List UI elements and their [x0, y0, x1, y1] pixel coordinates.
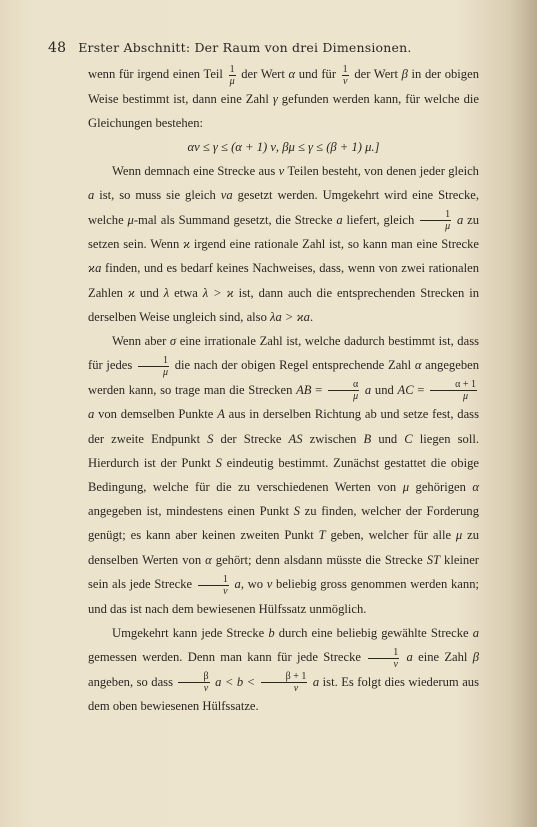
math-symbol: C	[404, 431, 413, 446]
math-symbol: a	[88, 188, 95, 203]
math-symbol: AS	[288, 431, 303, 446]
math-symbol: T	[318, 528, 326, 543]
math-symbol: S	[215, 455, 222, 470]
body-text	[88, 62, 479, 718]
math-symbol: a	[456, 212, 464, 227]
math-symbol: ν	[266, 576, 273, 591]
math-symbol: a	[234, 576, 241, 591]
math-symbol: B	[363, 431, 372, 446]
math-symbol: S	[207, 431, 214, 446]
fraction: $\frac{\beta + 1}{\nu}$	[261, 671, 308, 694]
math-symbol: a	[364, 382, 372, 397]
math-symbol: α	[288, 67, 296, 81]
math-symbol: ν	[278, 164, 285, 179]
math-symbol: S	[293, 504, 300, 519]
math-symbol: a	[336, 212, 343, 227]
fraction: $\frac{\alpha}{\mu}$	[328, 379, 359, 402]
math-symbol: μ	[402, 480, 410, 495]
math-symbol: λa > ϰa	[270, 309, 310, 324]
math-symbol: ϰ	[183, 237, 191, 252]
paragraph: wenn für irgend einen Teil $\frac{1}{\mu}$ der Wert α und für $\frac{1}{\nu}$ der Wert β in der obigen Weise bestimmt ist, dann eine Zahl γ gefunden werden kann, für welche die Gleichungen bestehen:	[88, 63, 480, 130]
fraction: $\frac{1}{\mu}$	[138, 355, 169, 378]
fraction: $\frac{1}{\nu}$	[368, 647, 399, 670]
math-symbol: λ	[163, 285, 170, 300]
paragraph: Umgekehrt kann jede Strecke b durch eine beliebig gewählte Strecke a gemessen werden. Denn man kann für jede Strecke $\frac{1}{\nu}$ a eine Zahl β angeben, so dass $\frac{\beta}{\nu}$ a < b < $\frac{\beta + 1}{\nu}$ a ist. Es folgt dies wiederum aus dem oben bewiesenen Hülfssatze.	[88, 625, 480, 714]
paragraph: Wenn aber σ eine irrationale Zahl ist, welche dadurch bestimmt ist, dass für jedes $\frac{1}{\mu}$ die nach der obigen Regel entsprechende Zahl α angegeben werden kann, so trage man die Strecken AB = $\frac{\alpha}{\mu}$ a und AC = $\frac{\alpha + 1}{\mu}$ a von demselben Punkte A aus in derselben Richtung ab und setze fest, dass der zweite Endpunkt S der Strecke AS zwischen B und C liegen soll. Hierdurch ist der Punkt S eindeutig bestimmt. Zunächst gestattet die obige Bedingung, welche für die zu verschiedenen Werten von μ gehörigen α angegeben ist, mindestens einen Punkt S zu finden, welcher der Forderung genügt; es kann aber keinen zweiten Punkt T geben, welcher für alle μ zu denselben Werten von α gehört; denn alsdann müsste die Strecke ST kleiner sein als jede Strecke $\frac{1}{\nu}$ a, wo ν beliebig gross genommen werden kann; und das ist nach dem bewiesenen Hülfssatz unmöglich.	[88, 334, 480, 616]
page-number: 48	[48, 40, 67, 56]
math-symbol: a < b <	[215, 674, 256, 689]
math-symbol: ST	[426, 552, 440, 567]
fraction: $\frac{1}{\nu}$	[198, 574, 229, 597]
fraction: $\frac{1}{\mu}$	[420, 209, 451, 232]
running-title: Erster Abschnitt: Der Raum von drei Dimensionen.	[78, 40, 412, 55]
fraction: $\frac{1}{\nu}$	[342, 63, 348, 87]
math-symbol: a	[472, 625, 479, 640]
math-symbol: ϰa	[88, 261, 102, 276]
math-symbol: A	[217, 407, 225, 422]
math-symbol: b	[268, 625, 275, 640]
math-symbol: a	[88, 407, 95, 422]
math-symbol: α	[205, 552, 212, 567]
math-symbol: α	[472, 480, 479, 495]
math-symbol: β	[472, 649, 479, 664]
math-symbol: AC	[397, 382, 414, 397]
math-symbol: γ	[272, 91, 278, 106]
math-symbol: μ	[127, 212, 134, 227]
math-symbol: a	[406, 649, 413, 664]
math-symbol: AB	[296, 382, 312, 397]
fraction: $\frac{\alpha + 1}{\mu}$	[430, 379, 477, 402]
math-symbol: ϰ	[127, 285, 135, 300]
fraction: $\frac{\beta}{\nu}$	[178, 671, 209, 694]
math-symbol: a	[312, 674, 320, 689]
equation: αν ≤ γ ≤ (α + 1) ν, βμ ≤ γ ≤ (β + 1) μ.]	[187, 140, 380, 155]
math-symbol: σ	[169, 334, 177, 349]
page-header	[48, 40, 488, 56]
paragraph: Wenn demnach eine Strecke aus ν Teilen besteht, von denen jeder gleich a ist, so muss sie gleich νa gesetzt werden. Umgekehrt wird eine Strecke, welche μ-mal als Summand gesetzt, die Strecke a liefert, gleich $\frac{1}{\mu}$ a zu setzen sein. Wenn ϰ irgend eine rationale Zahl ist, so kann man eine Strecke ϰa finden, und es bedarf keines Nachweises, dass, wenn von zwei rationalen Zahlen ϰ und λ etwa λ > ϰ ist, dann auch die entsprechenden Strecken in derselben Weise ungleich sind, also λa > ϰa.	[88, 164, 479, 324]
math-symbol: μ	[455, 528, 463, 543]
math-symbol: λ > ϰ	[202, 285, 234, 300]
math-symbol: β	[401, 67, 408, 81]
math-symbol: α	[414, 358, 422, 373]
fraction: $\frac{1}{\mu}$	[229, 63, 235, 87]
math-symbol: νa	[220, 188, 233, 203]
